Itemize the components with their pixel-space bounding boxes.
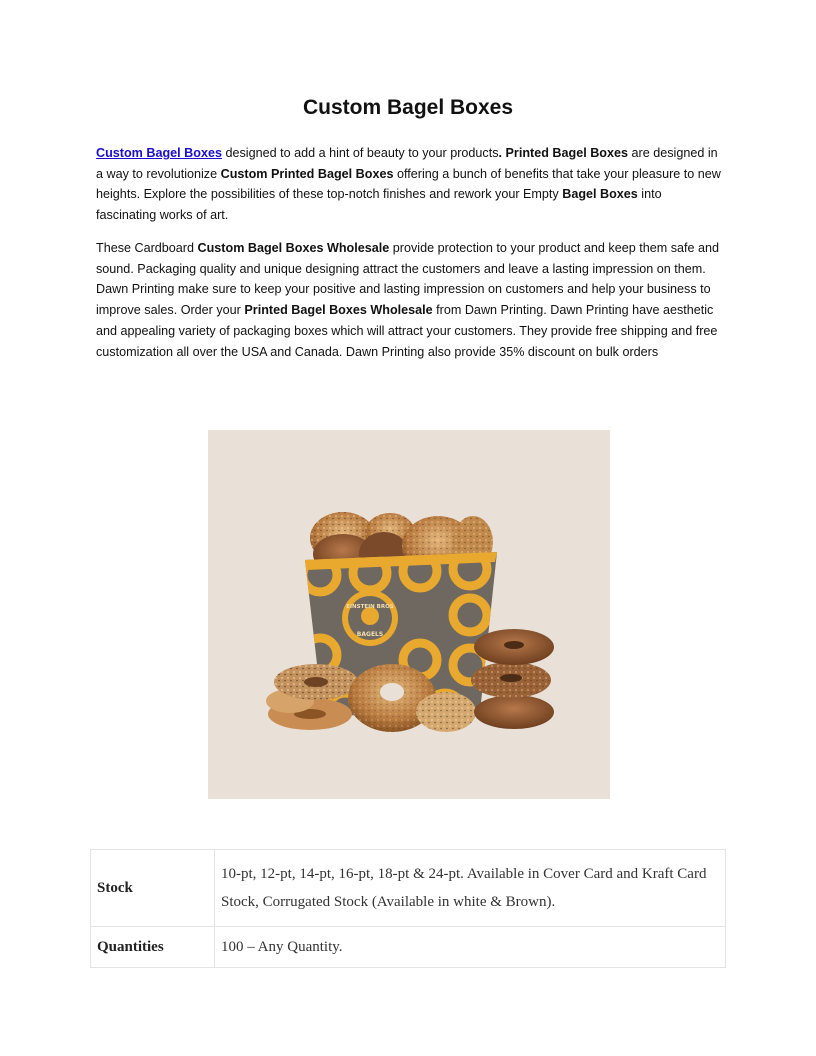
box-logo-top-text: EINSTEIN BROS — [346, 604, 394, 610]
spec-table — [90, 849, 726, 968]
spec-key-quantities: Quantities — [91, 927, 215, 968]
p2-text-1: These Cardboard — [96, 241, 198, 255]
table-row — [91, 850, 726, 927]
p1-text-1: designed to add a hint of beauty to your products — [221, 146, 499, 160]
bagel-box-photo — [208, 430, 610, 799]
p1-bold-3: Bagel Boxes — [562, 187, 638, 202]
wholesale-paragraph — [96, 238, 722, 362]
spec-value-stock: 10-pt, 12-pt, 14-pt, 16-pt, 18-pt & 24-pt. Available in Cover Card and Kraft Card Stock, Corrugated Stock (Available in white & Brown). — [215, 850, 726, 927]
p1-text-4: into fascinating works of art. — [96, 187, 662, 223]
p2-text-3: from Dawn Printing. Dawn Printing have aesthetic and appealing variety of packaging boxes which will attract your customers. They provide free shipping and free customization all over the USA and Canada. Dawn Printing also provide 35% discount on bulk orders — [96, 303, 718, 359]
spec-key-stock: Stock — [91, 850, 215, 927]
p1-text-2: are designed in a way to revolutionize — [96, 146, 718, 181]
p2-bold-1: Custom Bagel Boxes Wholesale — [197, 241, 390, 255]
p2-bold-2: Printed Bagel Boxes Wholesale — [244, 303, 433, 318]
custom-bagel-boxes-link[interactable]: Custom Bagel Boxes — [96, 146, 222, 160]
p1-text-3: offering a bunch of benefits that take your pleasure to new heights. Explore the possibilities of these top-notch finishes and rework your Empty — [96, 166, 721, 202]
bagel-box-illustration — [208, 430, 610, 799]
p2-text-2: provide protection to your product and keep them safe and sound. Packaging quality and unique designing attract the customers and leave a lasting impression on them. Dawn Printing make sure to keep your positive and lasting impression on customers and help your business to improve sales. Order your — [96, 241, 720, 318]
intro-paragraph — [96, 143, 722, 226]
p1-bold-2: Custom Printed Bagel Boxes — [220, 166, 394, 181]
bagel-stack-right — [471, 629, 554, 729]
spec-value-quantities: 100 – Any Quantity. — [215, 927, 726, 968]
table-row — [91, 927, 726, 968]
p1-bold-1: . Printed Bagel Boxes — [498, 146, 629, 160]
box-logo-bottom-text: BAGELS — [356, 631, 384, 638]
page-title: Custom Bagel Boxes — [302, 96, 514, 119]
